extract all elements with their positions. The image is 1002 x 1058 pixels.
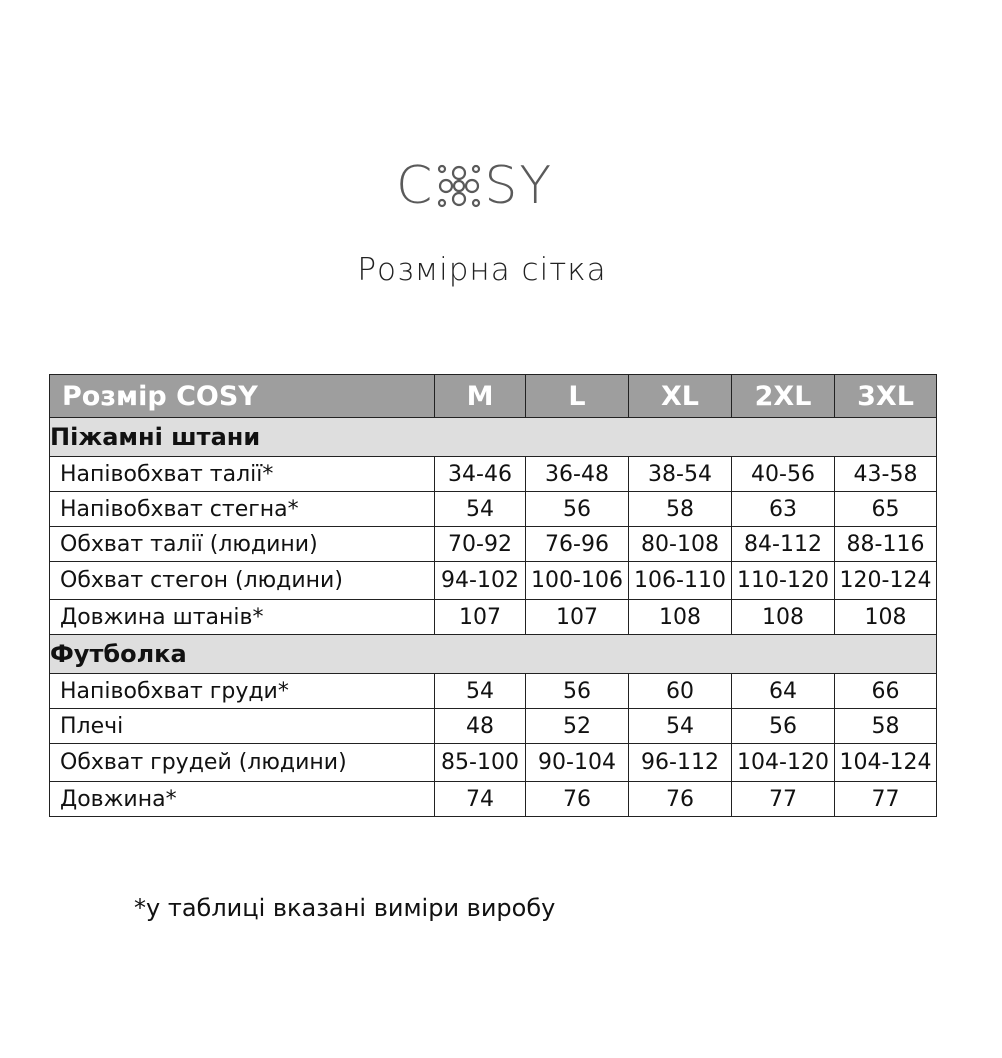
table-cell: 120-124 xyxy=(835,562,937,600)
table-row xyxy=(50,744,937,782)
flower-knot-icon xyxy=(436,163,482,209)
table-cell: 54 xyxy=(435,674,526,709)
row-label: Довжина штанів* xyxy=(50,600,435,635)
table-row xyxy=(50,492,937,527)
table-cell: 104-124 xyxy=(835,744,937,782)
page-title: Розмірна сітка xyxy=(357,252,607,288)
table-cell: 65 xyxy=(835,492,937,527)
row-label: Плечі xyxy=(50,709,435,744)
table-cell: 48 xyxy=(435,709,526,744)
table-cell: 110-120 xyxy=(732,562,835,600)
header-size-2xl: 2XL xyxy=(732,375,835,418)
row-label: Обхват талії (людини) xyxy=(50,527,435,562)
footnote: *у таблиці вказані виміри виробу xyxy=(134,894,556,922)
table-cell: 106-110 xyxy=(629,562,732,600)
table-row xyxy=(50,709,937,744)
table-row xyxy=(50,600,937,635)
row-label: Напівобхват стегна* xyxy=(50,492,435,527)
table-row xyxy=(50,674,937,709)
table-cell: 64 xyxy=(732,674,835,709)
table-cell: 77 xyxy=(835,782,937,817)
header-size-xl: XL xyxy=(629,375,732,418)
table-cell: 52 xyxy=(526,709,629,744)
table-cell: 108 xyxy=(835,600,937,635)
table-row xyxy=(50,562,937,600)
logo-letters-sy: SY xyxy=(484,156,554,216)
table-cell: 96-112 xyxy=(629,744,732,782)
header-size-3xl: 3XL xyxy=(835,375,937,418)
table-cell: 100-106 xyxy=(526,562,629,600)
table-cell: 36-48 xyxy=(526,457,629,492)
table-cell: 58 xyxy=(835,709,937,744)
table-cell: 76 xyxy=(526,782,629,817)
table-cell: 104-120 xyxy=(732,744,835,782)
table-cell: 38-54 xyxy=(629,457,732,492)
table-cell: 85-100 xyxy=(435,744,526,782)
row-label: Обхват грудей (людини) xyxy=(50,744,435,782)
section-title: Футболка xyxy=(50,635,937,674)
table-cell: 88-116 xyxy=(835,527,937,562)
table-cell: 108 xyxy=(629,600,732,635)
table-cell: 107 xyxy=(526,600,629,635)
table-cell: 80-108 xyxy=(629,527,732,562)
section-row-pajama-pants xyxy=(50,418,937,457)
table-cell: 94-102 xyxy=(435,562,526,600)
table-row xyxy=(50,527,937,562)
header-size-label: Розмір COSY xyxy=(50,375,435,418)
table-cell: 108 xyxy=(732,600,835,635)
table-cell: 56 xyxy=(526,492,629,527)
table-cell: 70-92 xyxy=(435,527,526,562)
table-cell: 77 xyxy=(732,782,835,817)
section-row-tshirt xyxy=(50,635,937,674)
table-cell: 74 xyxy=(435,782,526,817)
table-cell: 54 xyxy=(629,709,732,744)
table-cell: 60 xyxy=(629,674,732,709)
brand-logo xyxy=(396,156,556,216)
table-cell: 54 xyxy=(435,492,526,527)
header-size-l: L xyxy=(526,375,629,418)
table-cell: 34-46 xyxy=(435,457,526,492)
table-cell: 66 xyxy=(835,674,937,709)
header-size-m: M xyxy=(435,375,526,418)
table-cell: 76-96 xyxy=(526,527,629,562)
row-label: Довжина* xyxy=(50,782,435,817)
table-cell: 56 xyxy=(526,674,629,709)
table-header-row xyxy=(50,375,937,418)
table-cell: 56 xyxy=(732,709,835,744)
row-label: Напівобхват талії* xyxy=(50,457,435,492)
table-cell: 84-112 xyxy=(732,527,835,562)
table-cell: 76 xyxy=(629,782,732,817)
size-chart-table xyxy=(49,374,937,817)
table-cell: 90-104 xyxy=(526,744,629,782)
table-cell: 58 xyxy=(629,492,732,527)
table-cell: 63 xyxy=(732,492,835,527)
table-cell: 40-56 xyxy=(732,457,835,492)
row-label: Напівобхват груди* xyxy=(50,674,435,709)
table-cell: 43-58 xyxy=(835,457,937,492)
logo-letter-c: C xyxy=(396,156,435,216)
section-title: Піжамні штани xyxy=(50,418,937,457)
table-row xyxy=(50,782,937,817)
table-cell: 107 xyxy=(435,600,526,635)
row-label: Обхват стегон (людини) xyxy=(50,562,435,600)
table-row xyxy=(50,457,937,492)
